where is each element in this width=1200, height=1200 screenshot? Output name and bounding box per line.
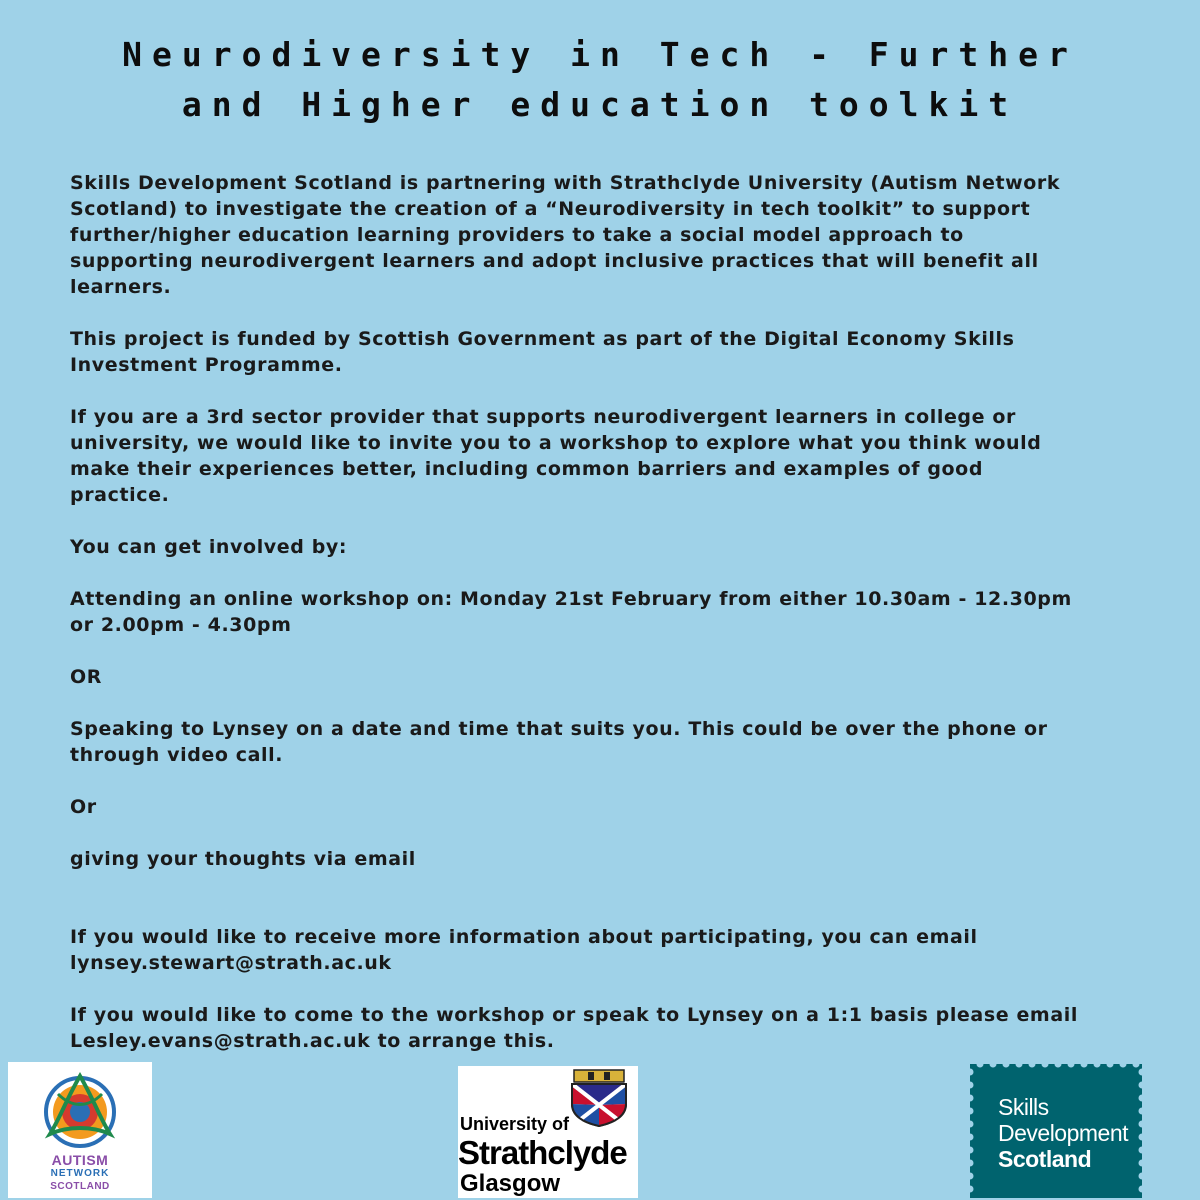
logo-text-line: AUTISM: [51, 1152, 109, 1168]
autism-network-emblem-icon: [8, 1062, 152, 1152]
paragraph-line: If you are a 3rd sector provider that supports neurodivergent learners in college or: [70, 406, 1016, 428]
paragraph-line: make their experiences better, including common barriers and examples of good: [70, 458, 984, 480]
university-of-strathclyde-logo: [458, 1066, 638, 1198]
paragraph-line: further/higher education learning providers to take a social model approach to: [70, 224, 964, 246]
body-text: [70, 170, 1150, 1054]
paragraph-line: You can get involved by:: [70, 536, 348, 558]
logo-text-line: Development: [998, 1120, 1129, 1146]
paragraph-line: Scotland) to investigate the creation of a “Neurodiversity in tech toolkit” to support: [70, 198, 1031, 220]
logo-text-line: Scotland: [998, 1146, 1092, 1172]
title-line-2: and Higher education toolkit: [181, 85, 1019, 124]
page-title: [0, 30, 1200, 130]
email-link[interactable]: lynsey.stewart@strath.ac.uk: [70, 952, 392, 974]
paragraph-line: practice.: [70, 484, 170, 506]
paragraph-line: university, we would like to invite you to a workshop to explore what you think would: [70, 432, 1042, 454]
logo-text-line: Skills: [998, 1094, 1049, 1120]
paragraph-line: supporting neurodivergent learners and adopt inclusive practices that will benefit all: [70, 250, 1039, 272]
paragraph-line: Investment Programme.: [70, 354, 343, 376]
paragraph-line: OR: [70, 666, 102, 688]
paragraph-line: This project is funded by Scottish Government as part of the Digital Economy Skills: [70, 328, 1015, 350]
paragraph-line: Speaking to Lynsey on a date and time that suits you. This could be over the phone or: [70, 718, 1048, 740]
logo-text-line: Strathclyde: [458, 1134, 627, 1171]
paragraph-line: If you would like to receive more information about participating, you can email: [70, 926, 978, 948]
paragraph-line: Attending an online workshop on: Monday 21st February from either 10.30am - 12.30pm: [70, 588, 1072, 610]
logo-text-line: SCOTLAND: [50, 1181, 110, 1192]
logo-text-line: University of: [460, 1114, 570, 1134]
sds-logo-text: [998, 1094, 1128, 1172]
strathclyde-crest-icon: [564, 1068, 634, 1128]
paragraph-line: Skills Development Scotland is partnering with Strathclyde University (Autism Network: [70, 172, 1061, 194]
email-link[interactable]: Lesley.evans@strath.ac.uk to arrange this.: [70, 1030, 555, 1052]
paragraph-line: If you would like to come to the workshop or speak to Lynsey on a 1:1 basis please email: [70, 1004, 1078, 1026]
paragraph-line: or 2.00pm - 4.30pm: [70, 614, 292, 636]
paragraph-line: Or: [70, 796, 97, 818]
paragraph-line: giving your thoughts via email: [70, 848, 416, 870]
logo-text-line: Glasgow: [460, 1170, 561, 1197]
logo-text-line: NETWORK: [50, 1168, 110, 1179]
paragraph-line: learners.: [70, 276, 172, 298]
paragraph-line: through video call.: [70, 744, 284, 766]
autism-network-scotland-logo: [8, 1062, 152, 1198]
skills-development-scotland-logo: [970, 1064, 1142, 1198]
title-line-1: Neurodiversity in Tech - Further: [122, 35, 1078, 74]
